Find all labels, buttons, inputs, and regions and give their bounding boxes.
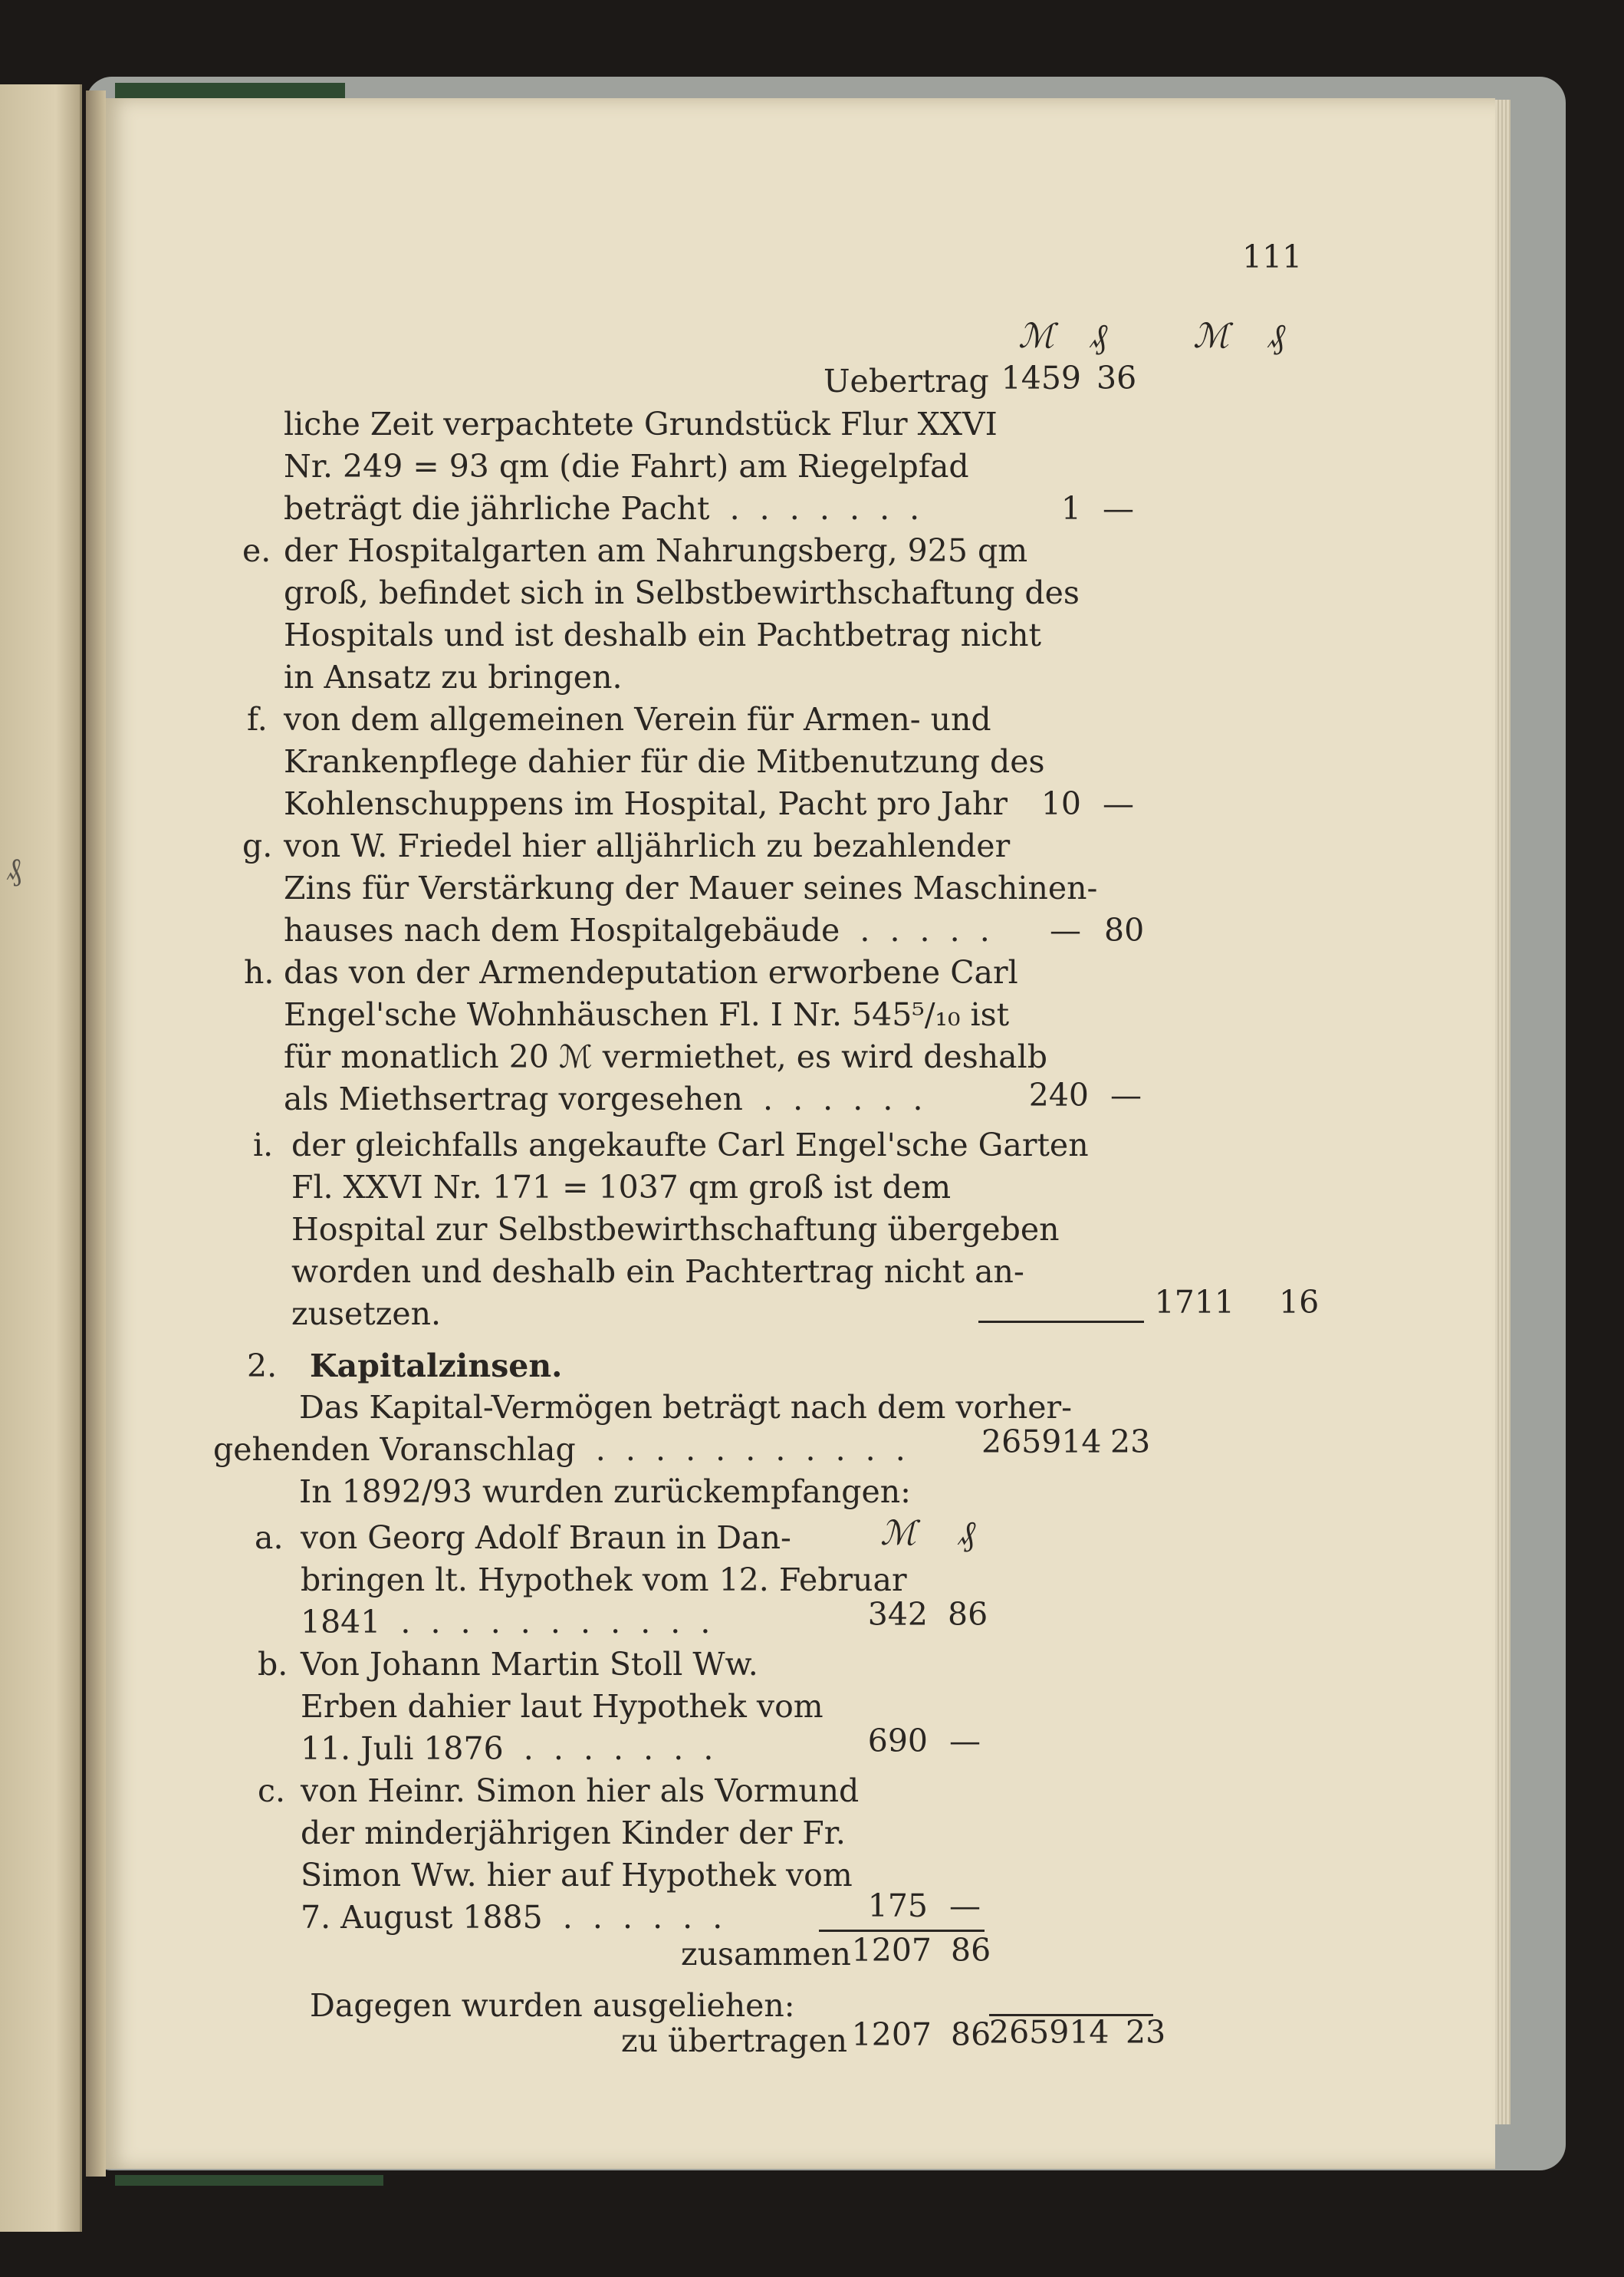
section-2-number: 2. bbox=[247, 1347, 278, 1384]
loan-c-line-4: 7. August 1885 . . . . . . bbox=[301, 1899, 723, 1936]
item-i-line-2: Fl. XXVI Nr. 171 = 1037 qm groß ist dem bbox=[291, 1169, 952, 1206]
item-h-mark: 240 bbox=[1028, 1077, 1089, 1114]
item-e-line-4: in Ansatz zu bringen. bbox=[284, 659, 623, 696]
mark-column-header: ℳ bbox=[1018, 317, 1055, 356]
carry-total-mark: 265914 bbox=[989, 2014, 1110, 2051]
item-f-line-1: von dem allgemeinen Verein für Armen- und bbox=[284, 701, 991, 738]
item-h-line-3: für monatlich 20 ℳ vermiethet, es wird deshalb bbox=[284, 1038, 1047, 1075]
item-i-line-1: der gleichfalls angekaufte Carl Engel'sche Garten bbox=[291, 1127, 1089, 1163]
loan-c-pfennig: — bbox=[949, 1887, 981, 1924]
item-i-line-4: worden und deshalb ein Pachtertrag nicht an- bbox=[291, 1253, 1024, 1290]
loan-a-line-3: 1841 . . . . . . . . . . . bbox=[301, 1604, 711, 1640]
item-d-line-2: Nr. 249 = 93 qm (die Fahrt) am Riegelpfad bbox=[284, 448, 969, 485]
item-g-line-1: von W. Friedel hier alljährlich zu bezahlender bbox=[284, 828, 1011, 864]
loan-c-line-3: Simon Ww. hier auf Hypothek vom bbox=[301, 1857, 853, 1894]
item-f-line-2: Krankenpflege dahier für die Mitbenutzung des bbox=[284, 743, 1045, 780]
carry-label: zu übertragen bbox=[621, 2022, 847, 2059]
item-h-line-1: das von der Armendeputation erworbene Carl bbox=[284, 954, 1018, 991]
zusammen-pfennig: 86 bbox=[951, 1932, 991, 1969]
item-d-mark: 1 bbox=[1060, 490, 1081, 527]
carry-pfennig: 86 bbox=[951, 2016, 991, 2053]
loan-c-letter: c. bbox=[258, 1772, 285, 1809]
item-f-pfennig: — bbox=[1103, 785, 1134, 822]
page-number: 111 bbox=[1242, 239, 1303, 275]
loan-a-mark: 342 bbox=[867, 1596, 928, 1633]
item-f-line-3: Kohlenschuppens im Hospital, Pacht pro Jahr bbox=[284, 785, 1008, 822]
uebertrag-mark: 1459 bbox=[1001, 360, 1081, 397]
uebertrag-pfennig: 36 bbox=[1096, 360, 1137, 397]
item-g-pfennig: 80 bbox=[1104, 912, 1145, 949]
zusammen-mark: 1207 bbox=[851, 1932, 932, 1969]
loan-b-line-2: Erben dahier laut Hypothek vom bbox=[301, 1688, 824, 1725]
subtotal-rule bbox=[978, 1321, 1144, 1323]
loan-b-letter: b. bbox=[258, 1646, 288, 1683]
previous-page-edge bbox=[0, 84, 82, 2232]
carry-mark: 1207 bbox=[851, 2016, 932, 2053]
item-e-line-2: groß, befindet sich in Selbstbewirthschaftung des bbox=[284, 574, 1080, 611]
item-h-line-2: Engel'sche Wohnhäuschen Fl. I Nr. 545⁵/₁₀ ist bbox=[284, 996, 1010, 1033]
section-1-total-pfennig: 16 bbox=[1279, 1284, 1320, 1321]
item-d-line-3: beträgt die jährliche Pacht . . . . . . . bbox=[284, 490, 920, 527]
received-heading: In 1892/93 wurden zurückempfangen: bbox=[299, 1473, 911, 1510]
loan-b-line-1: Von Johann Martin Stoll Ww. bbox=[301, 1646, 758, 1683]
loan-a-line-2: bringen lt. Hypothek vom 12. Februar bbox=[301, 1561, 907, 1598]
item-i-line-3: Hospital zur Selbstbewirthschaftung übergeben bbox=[291, 1211, 1060, 1248]
previous-page-pfennig-mark: ₰ bbox=[6, 852, 21, 887]
section-2-intro-line-1: Das Kapital-Vermögen beträgt nach dem vorher- bbox=[299, 1389, 1072, 1426]
loan-c-line-2: der minderjährigen Kinder der Fr. bbox=[301, 1815, 846, 1851]
item-g-line-2: Zins für Verstärkung der Mauer seines Maschinen- bbox=[284, 870, 1098, 907]
item-i-line-5: zusetzen. bbox=[291, 1295, 442, 1332]
loan-b-pfennig: — bbox=[949, 1723, 981, 1759]
spine-top-binding bbox=[115, 83, 345, 98]
uebertrag-label: Uebertrag bbox=[824, 363, 989, 400]
item-d-line-1: liche Zeit verpachtete Grundstück Flur XXVI bbox=[284, 406, 998, 443]
loan-c-line-1: von Heinr. Simon hier als Vormund bbox=[301, 1772, 860, 1809]
item-g-letter: g. bbox=[242, 828, 273, 864]
sub-pfennig-header: ₰ bbox=[958, 1514, 975, 1553]
item-h-pfennig: — bbox=[1110, 1077, 1142, 1114]
section-2-intro-line-2: gehenden Voranschlag . . . . . . . . . . . bbox=[213, 1431, 906, 1468]
zusammen-label: zusammen bbox=[681, 1936, 851, 1973]
carry-total-pfennig: 23 bbox=[1126, 2014, 1166, 2051]
loan-a-line-1: von Georg Adolf Braun in Dan- bbox=[301, 1519, 791, 1556]
loan-c-mark: 175 bbox=[867, 1887, 928, 1924]
item-f-mark: 10 bbox=[1040, 785, 1081, 822]
item-e-line-1: der Hospitalgarten am Nahrungsberg, 925 qm bbox=[284, 532, 1028, 569]
pfennig-column-header: ₰ bbox=[1090, 317, 1107, 356]
dagegen-heading: Dagegen wurden ausgeliehen: bbox=[310, 1987, 795, 2024]
item-h-line-4: als Miethsertrag vorgesehen . . . . . . bbox=[284, 1081, 923, 1117]
loan-b-mark: 690 bbox=[867, 1723, 928, 1759]
item-h-letter: h. bbox=[244, 954, 275, 991]
item-e-line-3: Hospitals und ist deshalb ein Pachtbetrag nicht bbox=[284, 617, 1042, 653]
mark-total-column-header: ℳ bbox=[1193, 317, 1230, 356]
pfennig-total-column-header: ₰ bbox=[1268, 317, 1285, 356]
item-d-pfennig: — bbox=[1103, 490, 1134, 527]
item-f-letter: f. bbox=[247, 701, 268, 738]
loan-b-line-3: 11. Juli 1876 . . . . . . . bbox=[301, 1730, 714, 1767]
loan-a-letter: a. bbox=[255, 1519, 284, 1556]
item-i-letter: i. bbox=[253, 1127, 274, 1163]
section-2-heading: Kapitalzinsen. bbox=[310, 1347, 563, 1384]
capital-pfennig: 23 bbox=[1110, 1423, 1151, 1460]
sub-mark-header: ℳ bbox=[880, 1514, 917, 1553]
item-e-letter: e. bbox=[242, 532, 271, 569]
spine-bottom-binding bbox=[115, 2175, 383, 2186]
item-g-mark: — bbox=[1050, 912, 1081, 949]
capital-mark: 265914 bbox=[981, 1423, 1102, 1460]
book-gutter bbox=[86, 90, 106, 2177]
section-1-total-mark: 1711 bbox=[1154, 1284, 1234, 1321]
loan-a-pfennig: 86 bbox=[948, 1596, 988, 1633]
item-g-line-3: hauses nach dem Hospitalgebäude . . . . . bbox=[284, 912, 990, 949]
